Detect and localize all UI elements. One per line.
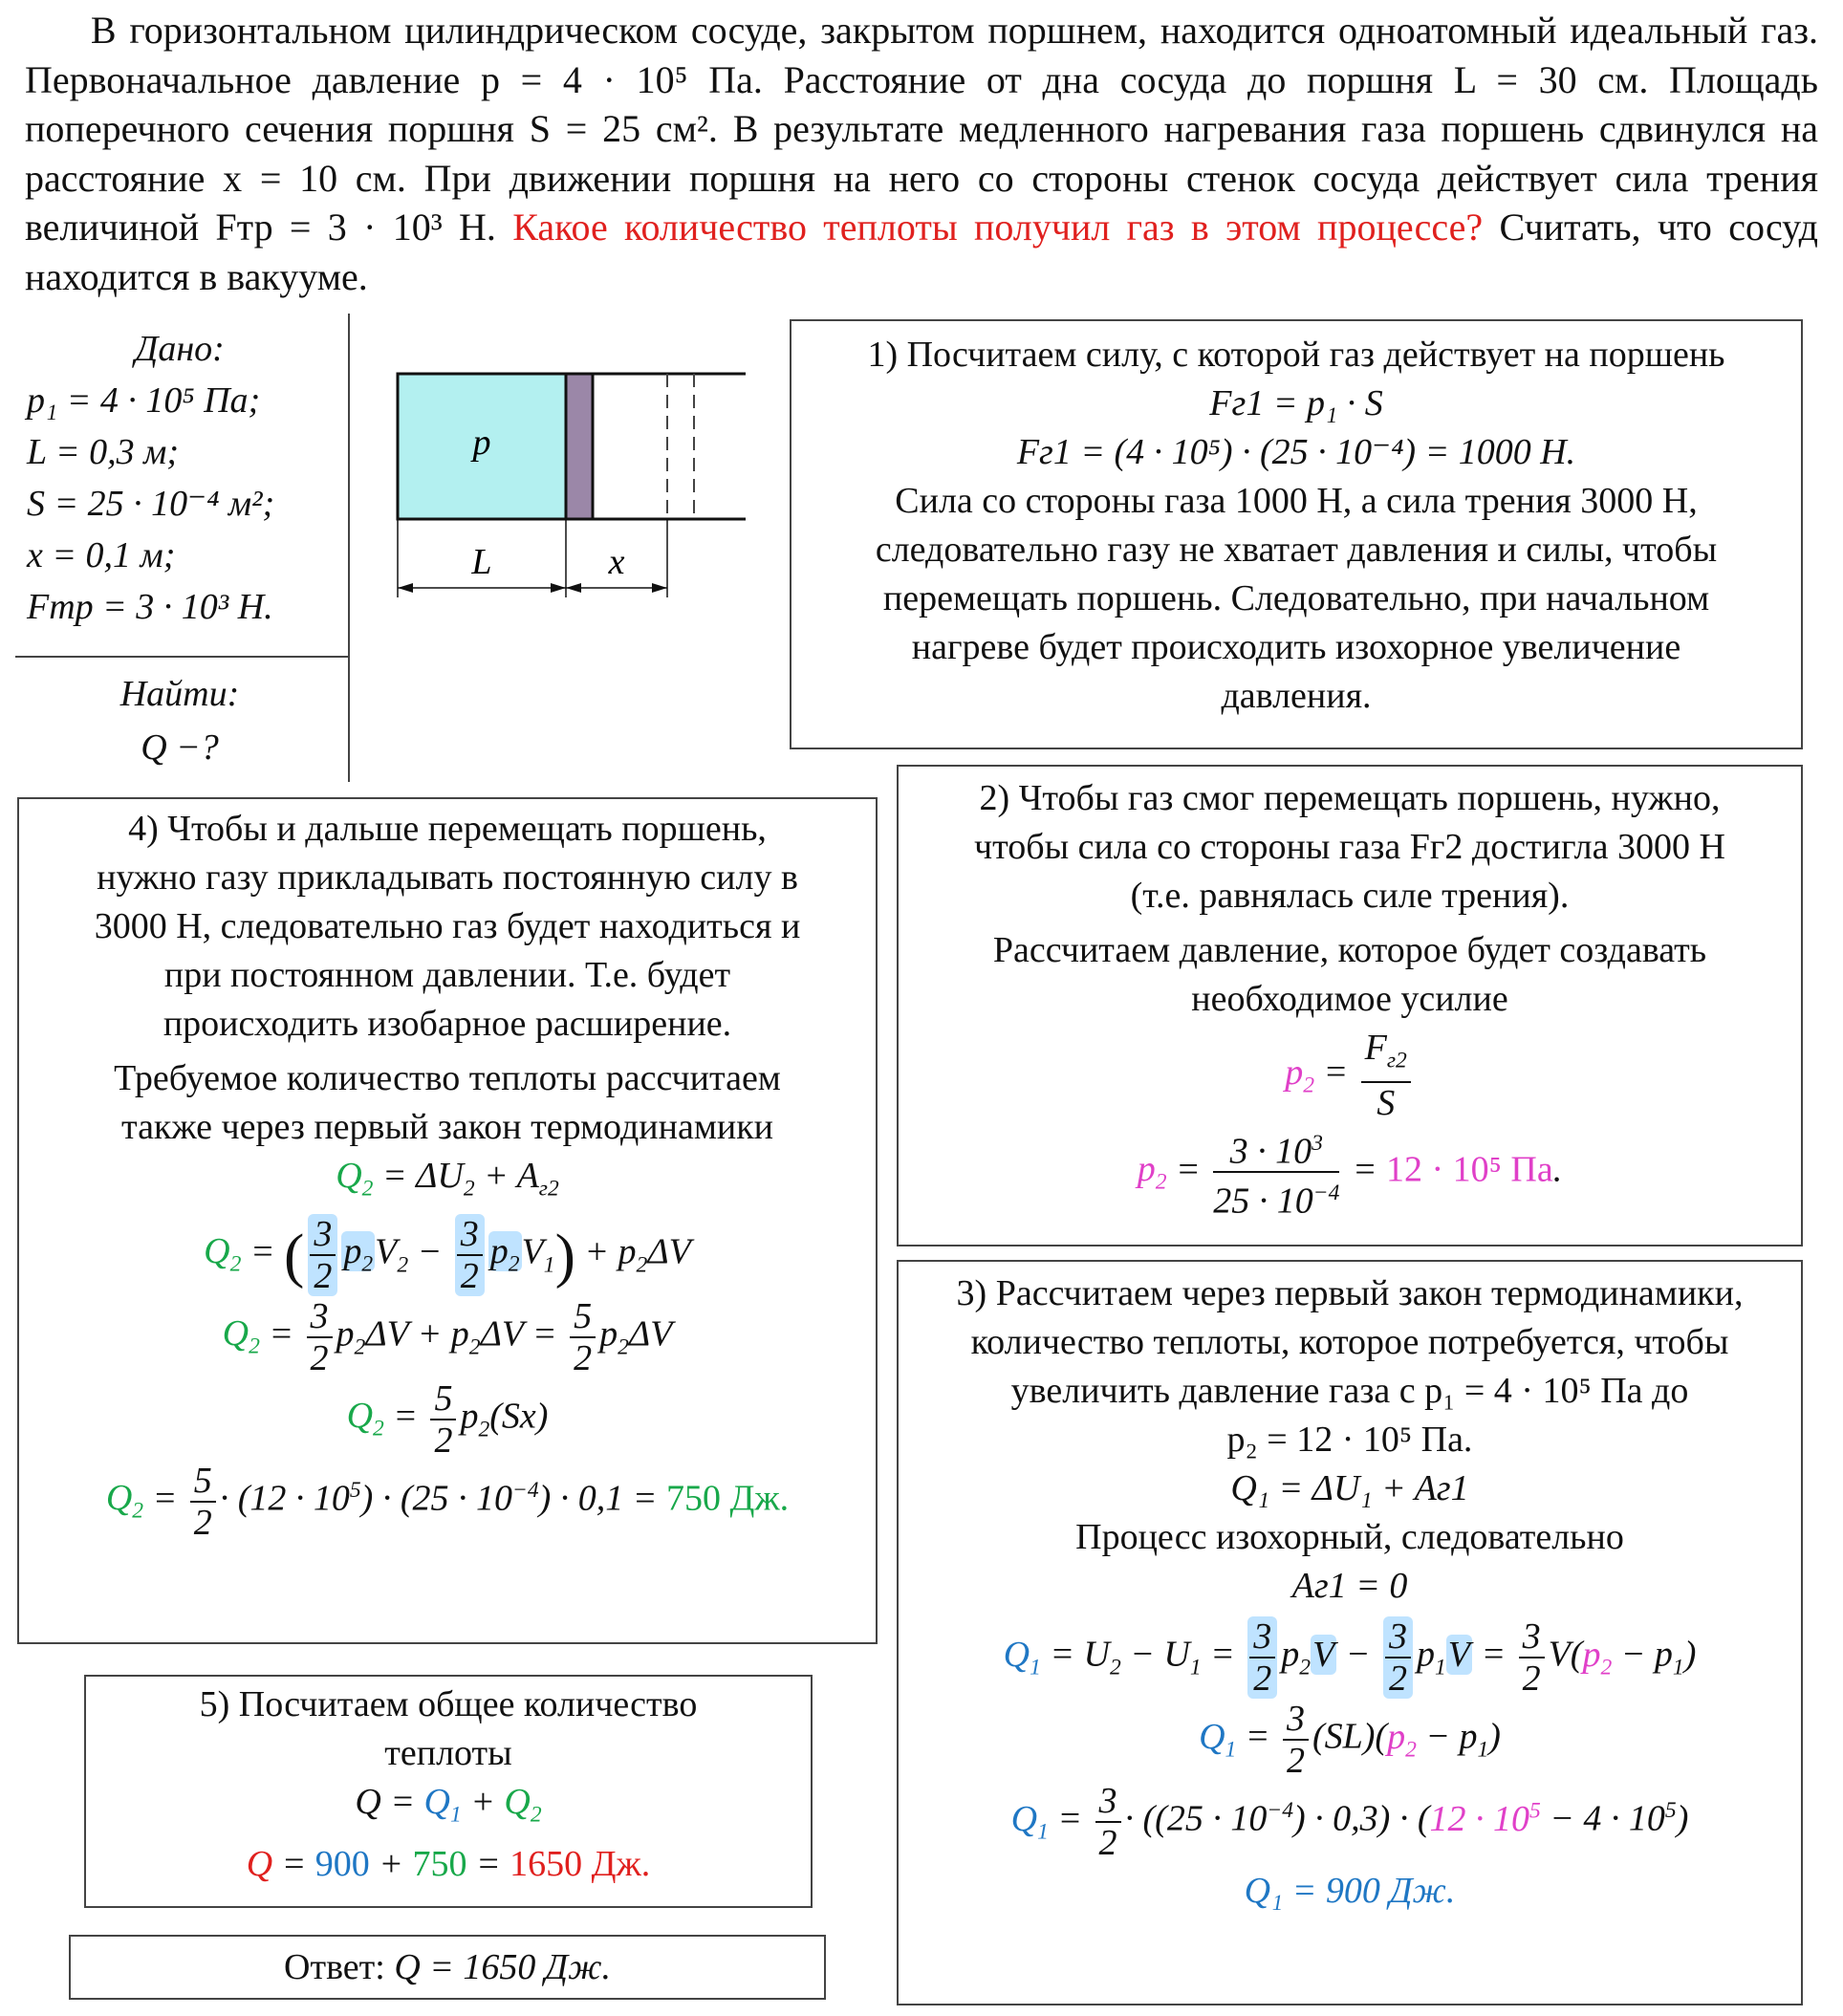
given-item: Fтр = 3 · 10³ Н. bbox=[27, 587, 273, 627]
length-label: L bbox=[471, 542, 492, 582]
step4-box: 4) Чтобы и дальше перемещать поршень, нужно газу прикладывать постоянную силу в 3000 Н, следовательно газ будет находиться и при постоянном давлении. Т.е. будет происходить изобарное расширение. Требуемое количество теплоты рассчитаем также через первый закон термодинамики $Q_2 = \Delta U_2 + A_{г2}$ $Q_2$ = ( $\frac{3}{2}$ $p_2V_2$ − $\frac{3}{2}$ $p_2V_1) + p_2\Delta V$ $Q_2$ = $\frac{3}{2}$ $p_2\Delta V + p_2\Delta V$ = $\frac{5}{2}$ $p_2\Delta V$ $Q_2$ = $\frac{5}{2}$ $p_2(Sx)$ $Q_2$ = $\frac{5}{2}$ · $(12 \cdot 10^5) \cdot (25 \cdot 10^{-4}) \cdot 0,1 = 750$ Дж. bbox=[17, 797, 878, 1644]
given-divider-horizontal bbox=[15, 656, 348, 658]
shift-label: x bbox=[608, 542, 625, 582]
step1-box: 1) Посчитаем силу, с которой газ действует на поршень Fг1 = p₁ · S Fг1 = (4 · 10⁵) · (25 · 10⁻⁴) = 1000 Н. Сила со стороны газа 1000 Н, а сила трения 3000 Н, следовательно газу не хватает давления и силы, чтобы перемещать поршень. Следовательно, при начальном нагреве будет происходить изохорное увеличение давления. bbox=[790, 319, 1803, 749]
step4-result: 750 Дж. bbox=[665, 1478, 790, 1519]
answer-box: Ответ: Q = 1650 Дж. bbox=[69, 1935, 826, 2000]
step2-result: 12 · 10⁵ Па bbox=[1386, 1148, 1553, 1189]
step3-result: Q₁ = 900 Дж. bbox=[1244, 1871, 1456, 1911]
step5-box: 5) Посчитаем общее количество теплоты $Q = Q_1 + Q_2$ Q = 900 + 750 = 1650 Дж. bbox=[84, 1675, 813, 1908]
given-item: x = 0,1 м; bbox=[27, 535, 176, 575]
step5-total: 1650 Дж. bbox=[510, 1843, 651, 1884]
piston bbox=[566, 374, 593, 519]
given-divider-vertical bbox=[348, 314, 350, 782]
given-item: L = 0,3 м; bbox=[27, 432, 179, 472]
find-block: Найти: Q −? bbox=[119, 674, 240, 768]
given-item: p₁ = 4 · 10⁵ Па; bbox=[27, 380, 261, 421]
cylinder-diagram bbox=[382, 358, 765, 607]
given-item: S = 25 · 10⁻⁴ м²; bbox=[27, 484, 275, 524]
step2-box: 2) Чтобы газ смог перемещать поршень, нужно, чтобы сила со стороны газа Fг2 достигла 3000 Н (т.е. равнялась силе трения). Рассчитаем давление, которое будет создавать необходимое усилие $p_2$ = $\frac{F_{г2}}{S}$ $p_2$ = $\frac{3 \cdot 10^3}{25 \cdot 10^{-4}}$ = 12 · 10⁵ Па. bbox=[897, 765, 1803, 1246]
pressure-label: p bbox=[472, 423, 491, 463]
step3-box: 3) Рассчитаем через первый закон термодинамики, количество теплоты, которое потребуется, чтобы увеличить давление газа с p₁ = 4 · 10⁵ Па до p₂ = 12 · 10⁵ Па. Q₁ = ΔU₁ + Aг1 Процесс изохорный, следовательно Aг1 = 0 $Q_1 = U_2 - U_1$ = $\frac{3}{2}$ $p_2V$ − $\frac{3}{2}$ $p_1V$ = $\frac{3}{2}$ $V(p_2 - p_1)$ $Q_1$ = $\frac{3}{2}$ $(SL)(p_2 - p_1)$ $Q_1$ = $\frac{3}{2}$ · $((25 \cdot 10^{-4}) \cdot 0,3) \cdot (12 \cdot 10^5 - 4 \cdot 10^5)$ Q₁ = 900 Дж. bbox=[897, 1260, 1803, 2005]
problem-statement: В горизонтальном цилиндрическом сосуде, закрытом поршнем, находится одноатомный идеальный газ. Первоначальное давление p = 4 · 10⁵ Па. Расстояние от дна сосуда до поршня L = 30 см. Площадь поперечного сечения поршня S = 25 см². В результате медленного нагревания газа поршень сдвинулся на расстояние x = 10 см. При движении поршня на него со стороны стенок сосуда действует сила трения величиной Fтр = 3 · 10³ Н. Какое количество теплоты получил газ в этом процессе? Считать, что сосуд находится в вакууме. bbox=[25, 9, 1819, 298]
answer-value: Q = 1650 Дж. bbox=[394, 1947, 611, 1987]
given-block: Дано: p₁ = 4 · 10⁵ Па; L = 0,3 м; S = 25 · 10⁻⁴ м²; x = 0,1 м; Fтр = 3 · 10³ Н. bbox=[27, 323, 333, 633]
problem-question: Какое количество теплоты получил газ в этом процессе? bbox=[512, 206, 1484, 249]
